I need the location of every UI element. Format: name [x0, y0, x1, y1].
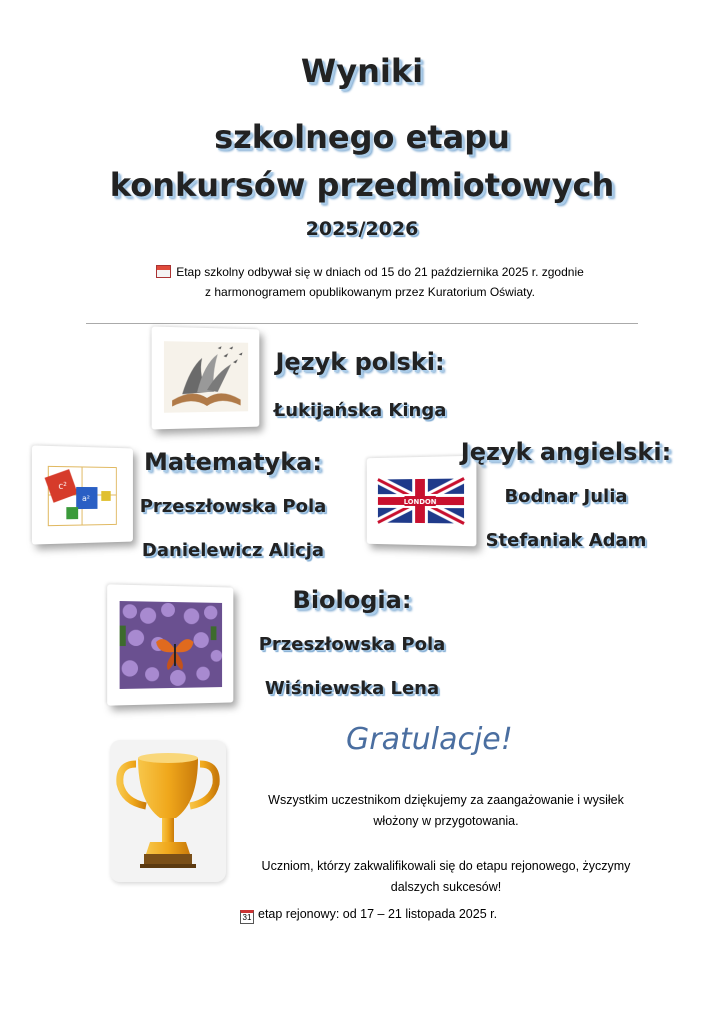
calendar-31-icon: 31: [240, 910, 254, 924]
union-jack-flag: [367, 456, 477, 547]
wish-line-1: Uczniom, którzy zakwalifikowali się do etapu rejonowego, życzymy: [261, 859, 631, 873]
subject-biologia-title: Biologia:: [292, 586, 412, 614]
svg-text:c²: c²: [58, 481, 67, 492]
thanks-paragraph: [236, 790, 656, 832]
trophy-icon: [110, 740, 226, 882]
subject-angielski-title: Język angielski:: [460, 438, 672, 466]
pythagoras-image: [32, 445, 133, 544]
butterfly-flowers-image: [107, 584, 233, 705]
thanks-line-1: Wszystkim uczestnikom dziękujemy za zaangażowanie i wysiłek: [268, 793, 624, 807]
svg-text:a²: a²: [82, 494, 90, 504]
butterfly-flowers-photo: [107, 584, 233, 705]
book-birds-illustration: [152, 327, 260, 430]
polski-name-1: Łukijańska Kinga: [273, 400, 447, 421]
book-birds-image: [152, 327, 260, 430]
wish-paragraph: [236, 856, 656, 898]
angielski-name-1: Bodnar Julia: [504, 486, 628, 507]
wish-line-2: dalszych sukcesów!: [390, 880, 502, 894]
school-year: 2025/2026: [305, 218, 419, 240]
title-line-3: konkursów przedmiotowych: [109, 166, 615, 204]
flag-label: LONDON: [403, 497, 437, 507]
angielski-name-2: Stefaniak Adam: [485, 530, 647, 551]
info-line-2: z harmonogramem opublikowanym przez Kuratorium Oświaty.: [205, 285, 535, 299]
title-line-2: szkolnego etapu: [214, 118, 510, 156]
info-line-1: Etap szkolny odbywał się w dniach od 15 do 21 października 2025 r. zgodnie: [176, 265, 584, 279]
trophy-image: [110, 740, 226, 882]
union-jack-image: [367, 456, 477, 547]
info-paragraph: [90, 262, 650, 302]
regional-text: etap rejonowy: od 17 – 21 listopada 2025 r.: [258, 907, 498, 921]
calendar-icon: [156, 265, 171, 278]
matematyka-name-1: Przeszłowska Pola: [139, 496, 327, 517]
regional-stage: [240, 904, 497, 925]
biologia-name-1: Przeszłowska Pola: [258, 634, 446, 655]
congrats-heading: Gratulacje!: [346, 722, 513, 757]
pythagoras-illustration: [32, 445, 133, 544]
matematyka-name-2: Danielewicz Alicja: [141, 540, 325, 561]
biologia-name-2: Wiśniewska Lena: [264, 678, 440, 699]
subject-matematyka-title: Matematyka:: [144, 448, 322, 476]
title-line-1: Wyniki: [300, 52, 424, 90]
subject-polski-title: Język polski:: [275, 348, 445, 376]
thanks-line-2: włożony w przygotowania.: [373, 814, 519, 828]
divider: [86, 323, 638, 324]
